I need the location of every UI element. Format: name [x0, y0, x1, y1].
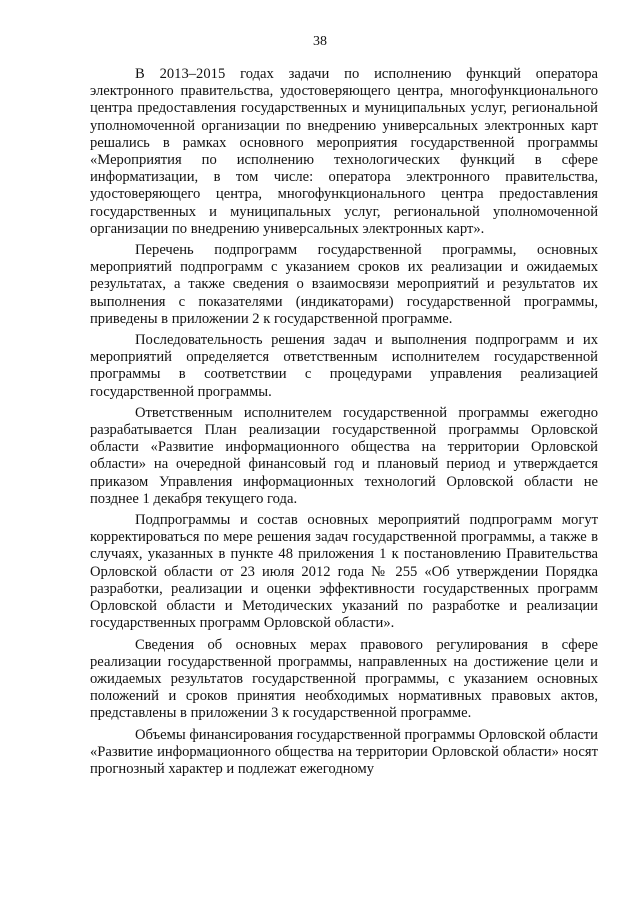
- paragraph-implementation-plan: Ответственным исполнителем государственной программы ежегодно разрабатывается План реализации государственной программы Орловской области «Развитие информационного общества на территории Орловской области» на очередной финансовый год и плановый период и утверждается приказом Управления информационных технологий Орловской области не позднее 1 декабря текущего года.: [90, 404, 598, 507]
- page-number: 38: [313, 34, 327, 49]
- paragraph-sequence: Последовательность решения задач и выполнения подпрограмм и их мероприятий определяется ответственным исполнителем государственной программы в соответствии с процедурами управления реализацией государственной программы.: [90, 332, 598, 400]
- paragraph-subprograms-list: Перечень подпрограмм государственной программы, основных мероприятий подпрограмм с указанием сроков их реализации и ожидаемых результатах, а также сведения о взаимосвязи мероприятий и результатов их выполнения с показателями (индикаторами) государственной программы, приведены в приложении 2 к государственной программе.: [90, 242, 598, 327]
- document-body: [90, 66, 598, 782]
- paragraph-operator-functions: В 2013–2015 годах задачи по исполнению функций оператора электронного правительства, удостоверяющего центра, многофункционального центра предоставления государственных и муниципальных услуг, региональной уполномоченной организации по внедрению универсальных электронных карт решались в рамках основного мероприятия государственной программы «Мероприятия по исполнению технологических функций в сфере информатизации, в том числе: оператора электронного правительства, удостоверяющего центра, многофункционального центра предоставления государственных и муниципальных услуг, региональной уполномоченной организации по внедрению универсальных электронных карт».: [90, 66, 598, 237]
- paragraph-legal-regulation: Сведения об основных мерах правового регулирования в сфере реализации государственной программы, направленных на достижение цели и ожидаемых результатов государственной программы, с указанием основных положений и сроков принятия необходимых нормативных правовых актов, представлены в приложении 3 к государственной программе.: [90, 636, 598, 722]
- paragraph-adjustments: Подпрограммы и состав основных мероприятий подпрограмм могут корректироваться по мере решения задач государственной программы, а также в случаях, указанных в пункте 48 приложения 1 к постановлению Правительства Орловской области от 23 июля 2012 года № 255 «Об утверждении Порядка разработки, реализации и оценки эффективности государственных программ Орловской области и Методических указаний по разработке и реализации государственных программ Орловской области».: [90, 512, 598, 632]
- paragraph-financing: Объемы финансирования государственной программы Орловской области «Развитие информационного общества на территории Орловской области» носят прогнозный характер и подлежат ежегодному: [90, 726, 598, 777]
